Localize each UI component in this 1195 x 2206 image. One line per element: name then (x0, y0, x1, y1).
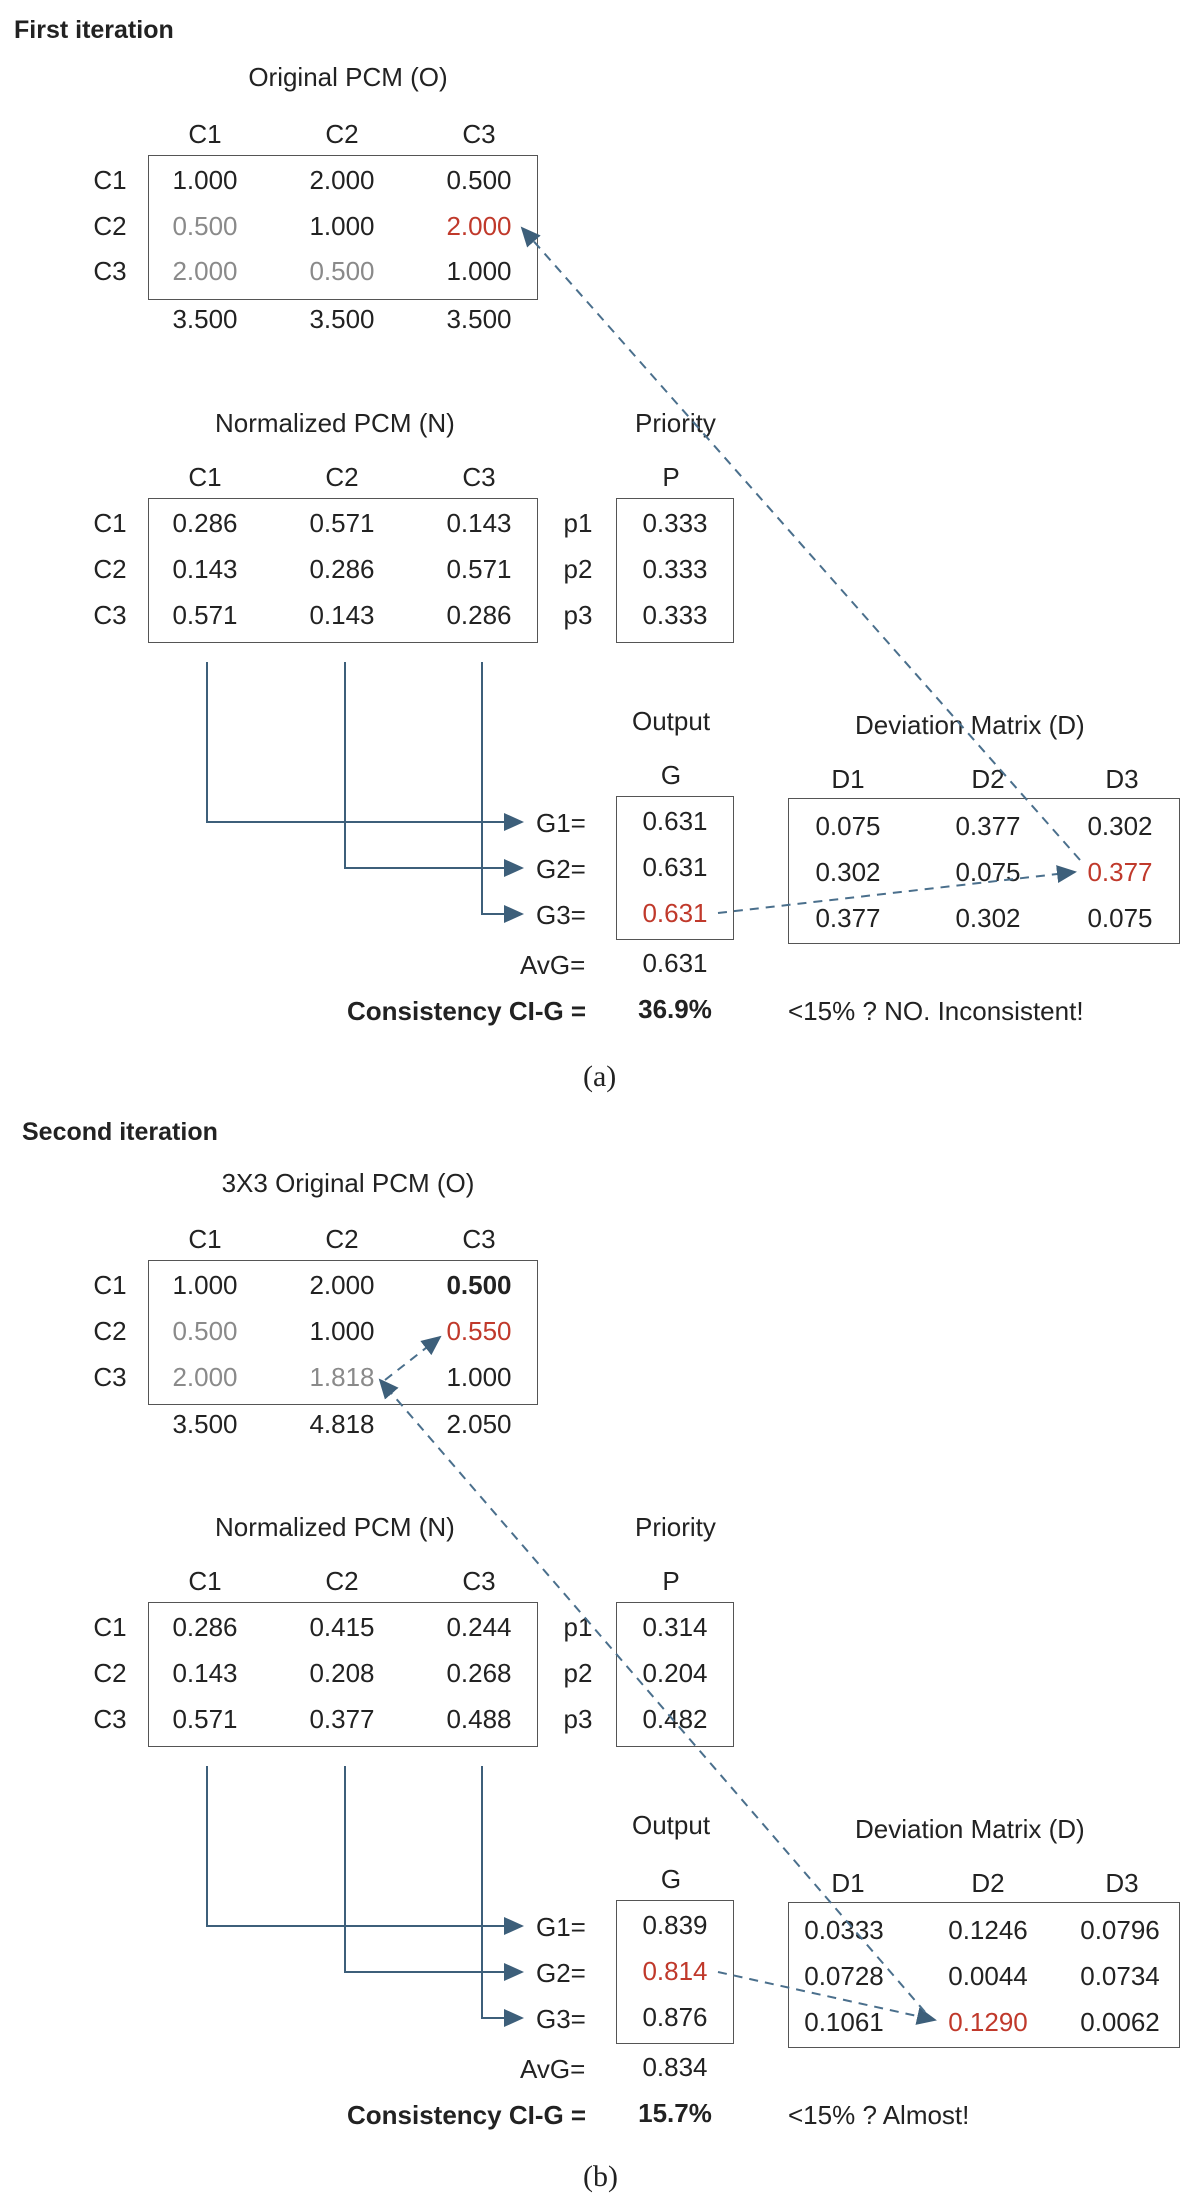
g-value: 0.876 (642, 2002, 708, 2032)
norm-cell: 0.286 (446, 600, 512, 630)
pcm-col-header: C2 (325, 1224, 359, 1254)
g-value: 0.631 (642, 806, 708, 836)
arrow-c1-to-g1 (207, 662, 522, 822)
priority-value: 0.333 (642, 508, 708, 538)
arrow-c3-to-g3 (482, 662, 522, 914)
norm-cell: 0.571 (309, 508, 375, 538)
norm-cell: 0.244 (446, 1612, 512, 1642)
pcm-cell: 0.500 (309, 256, 375, 286)
pcm-cell-bold: 0.500 (446, 1270, 512, 1300)
pcm-row-label: C3 (93, 1362, 127, 1392)
pcm-col-sum: 3.500 (446, 304, 512, 334)
pcm-cell: 1.000 (309, 1316, 375, 1346)
norm-col-header: C1 (188, 462, 222, 492)
section-heading: First iteration (14, 16, 174, 44)
pcm-cell: 0.500 (172, 1316, 238, 1346)
deviation-title: Deviation Matrix (D) (855, 1814, 1085, 1844)
arrow-c2-to-g2 (345, 662, 522, 868)
norm-cell: 0.143 (172, 1658, 238, 1688)
dev-cell-highlight: 0.377 (1087, 857, 1153, 887)
pcm-cell-highlight: 0.550 (446, 1316, 512, 1346)
arrow-dev-to-pcm (522, 228, 1080, 860)
ci-value: 15.7% (638, 2098, 712, 2128)
priority-value: 0.333 (642, 600, 708, 630)
pcm-col-header: C1 (188, 119, 222, 149)
priority-label: p1 (563, 1612, 593, 1642)
pcm-col-sum: 3.500 (172, 304, 238, 334)
priority-label: p2 (563, 1658, 593, 1688)
norm-cell: 0.268 (446, 1658, 512, 1688)
dev-cell: 0.377 (955, 811, 1021, 841)
pcm-col-sum: 4.818 (309, 1409, 375, 1439)
dev-cell: 0.0734 (1080, 1961, 1160, 1991)
norm-col-header: C2 (325, 1566, 359, 1596)
dashed-trace-arrows-2 (380, 1337, 935, 2020)
norm-cell: 0.143 (172, 554, 238, 584)
dev-cell: 0.377 (815, 903, 881, 933)
dev-col-header: D1 (831, 1868, 865, 1898)
pcm-col-header: C2 (325, 119, 359, 149)
figure-caption: (a) (583, 1060, 617, 1093)
g-label: G1= (536, 1912, 586, 1942)
normalized-title: Normalized PCM (N) (215, 1512, 455, 1542)
dev-cell: 0.075 (1087, 903, 1153, 933)
pcm-col-header: C3 (462, 119, 496, 149)
norm-row-label: C3 (93, 1704, 127, 1734)
dev-cell: 0.1246 (948, 1915, 1028, 1945)
dev-cell: 0.0796 (1080, 1915, 1160, 1945)
dev-col-header: D1 (831, 764, 865, 794)
avg-value: 0.631 (642, 948, 708, 978)
dev-col-header: D2 (971, 764, 1005, 794)
pcm-row-label: C1 (93, 1270, 127, 1300)
priority-label: p2 (563, 554, 593, 584)
output-header: G (660, 760, 682, 790)
figure-caption: (b) (583, 2160, 618, 2193)
pcm-title: 3X3 Original PCM (O) (221, 1168, 475, 1198)
arrow-c1-to-g1 (207, 1766, 522, 1926)
norm-row-label: C2 (93, 554, 127, 584)
dev-cell: 0.302 (815, 857, 881, 887)
priority-header: P (662, 462, 680, 492)
priority-value: 0.314 (642, 1612, 708, 1642)
g-label: G3= (536, 2004, 586, 2034)
norm-col-header: C2 (325, 462, 359, 492)
arrow-pcm-swap (385, 1337, 440, 1380)
norm-cell: 0.571 (172, 600, 238, 630)
dev-cell: 0.1061 (804, 2007, 884, 2037)
g-value-highlight: 0.631 (642, 898, 708, 928)
dev-cell: 0.0728 (804, 1961, 884, 1991)
priority-value: 0.482 (642, 1704, 708, 1734)
priority-label: p3 (563, 1704, 593, 1734)
norm-row-label: C1 (93, 508, 127, 538)
g-label: G3= (536, 900, 586, 930)
dev-cell: 0.302 (955, 903, 1021, 933)
arrow-c2-to-g2 (345, 1766, 522, 1972)
g-value: 0.839 (642, 1910, 708, 1940)
priority-title: Priority (635, 408, 716, 438)
ci-label: Consistency CI-G = (347, 996, 587, 1026)
output-header: G (660, 1864, 682, 1894)
pcm-cell: 2.000 (309, 165, 375, 195)
pcm-cell: 1.000 (309, 211, 375, 241)
norm-cell: 0.571 (172, 1704, 238, 1734)
pcm-cell: 1.000 (446, 256, 512, 286)
arrow-g2-to-dev (718, 1972, 935, 2020)
normalized-title: Normalized PCM (N) (215, 408, 455, 438)
norm-row-label: C3 (93, 600, 127, 630)
dev-cell: 0.075 (815, 811, 881, 841)
pcm-col-sum: 3.500 (309, 304, 375, 334)
pcm-row-label: C1 (93, 165, 127, 195)
pcm-cell: 2.000 (172, 1362, 238, 1392)
pcm-cell-highlight: 2.000 (446, 211, 512, 241)
column-to-output-arrows (207, 662, 522, 914)
dev-cell: 0.0044 (948, 1961, 1028, 1991)
arrow-dev-to-pcm (380, 1380, 925, 2012)
priority-label: p1 (563, 508, 593, 538)
pcm-cell: 0.500 (446, 165, 512, 195)
dev-cell: 0.0062 (1080, 2007, 1160, 2037)
pcm-cell: 2.000 (172, 256, 238, 286)
dashed-trace-arrows (522, 228, 1080, 913)
priority-value: 0.333 (642, 554, 708, 584)
section-heading: Second iteration (22, 1118, 218, 1146)
norm-cell: 0.286 (172, 1612, 238, 1642)
pcm-title: Original PCM (O) (248, 62, 448, 92)
consistency-verdict: <15% ? Almost! (788, 2100, 970, 2130)
norm-col-header: C3 (462, 1566, 496, 1596)
dev-col-header: D3 (1105, 1868, 1139, 1898)
pcm-cell: 1.000 (172, 165, 238, 195)
priority-title: Priority (635, 1512, 716, 1542)
norm-row-label: C2 (93, 1658, 127, 1688)
dev-col-header: D3 (1105, 764, 1139, 794)
output-title: Output (632, 706, 711, 736)
dev-cell: 0.302 (1087, 811, 1153, 841)
consistency-verdict: <15% ? NO. Inconsistent! (788, 996, 1084, 1026)
norm-cell: 0.143 (309, 600, 375, 630)
norm-cell: 0.415 (309, 1612, 375, 1642)
priority-header: P (662, 1566, 680, 1596)
arrow-g3-to-dev (718, 872, 1075, 913)
deviation-title: Deviation Matrix (D) (855, 710, 1085, 740)
dev-cell: 0.0333 (804, 1915, 884, 1945)
g-label: G2= (536, 1958, 586, 1988)
pcm-cell: 1.000 (446, 1362, 512, 1392)
pcm-cell: 1.000 (172, 1270, 238, 1300)
pcm-cell: 2.000 (309, 1270, 375, 1300)
norm-col-header: C3 (462, 462, 496, 492)
output-title: Output (632, 1810, 711, 1840)
norm-cell: 0.571 (446, 554, 512, 584)
norm-cell: 0.286 (172, 508, 238, 538)
avg-label: AvG= (520, 2054, 586, 2084)
dev-cell-highlight: 0.1290 (948, 2007, 1028, 2037)
pcm-row-label: C2 (93, 1316, 127, 1346)
norm-cell: 0.377 (309, 1704, 375, 1734)
avg-label: AvG= (520, 950, 586, 980)
pcm-cell: 0.500 (172, 211, 238, 241)
dev-col-header: D2 (971, 1868, 1005, 1898)
ci-label: Consistency CI-G = (347, 2100, 587, 2130)
pcm-cell: 1.818 (309, 1362, 375, 1392)
g-value: 0.631 (642, 852, 708, 882)
g-label: G1= (536, 808, 586, 838)
pcm-col-sum: 2.050 (446, 1409, 512, 1439)
norm-cell: 0.488 (446, 1704, 512, 1734)
pcm-col-header: C3 (462, 1224, 496, 1254)
norm-row-label: C1 (93, 1612, 127, 1642)
norm-col-header: C1 (188, 1566, 222, 1596)
norm-cell: 0.143 (446, 508, 512, 538)
ci-value: 36.9% (638, 994, 712, 1024)
column-to-output-arrows-2 (207, 1766, 522, 2018)
g-label: G2= (536, 854, 586, 884)
g-value-highlight: 0.814 (642, 1956, 708, 1986)
pcm-row-label: C2 (93, 211, 127, 241)
arrow-c3-to-g3 (482, 1766, 522, 2018)
priority-value: 0.204 (642, 1658, 708, 1688)
pcm-col-sum: 3.500 (172, 1409, 238, 1439)
priority-label: p3 (563, 600, 593, 630)
pcm-col-header: C1 (188, 1224, 222, 1254)
norm-cell: 0.286 (309, 554, 375, 584)
norm-cell: 0.208 (309, 1658, 375, 1688)
avg-value: 0.834 (642, 2052, 708, 2082)
pcm-row-label: C3 (93, 256, 127, 286)
dev-cell: 0.075 (955, 857, 1021, 887)
